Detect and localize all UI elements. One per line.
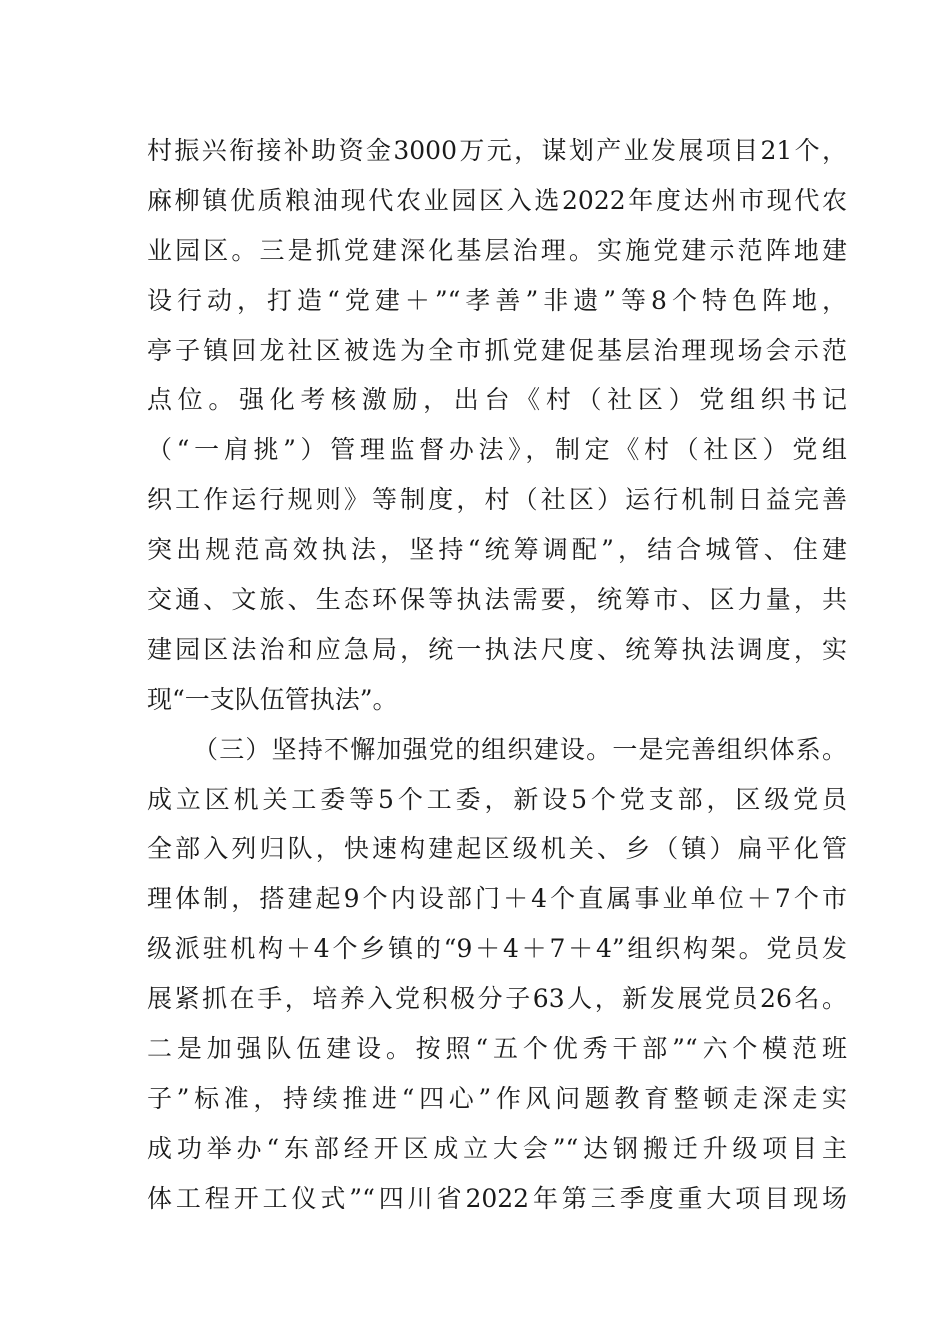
text-line: 子”标准，持续推进“四心”作风问题教育整顿走深走实 xyxy=(147,1083,847,1113)
text-line: 亭子镇回龙社区被选为全市抓党建促基层治理现场会示范 xyxy=(147,335,847,365)
section-heading-line: （三）坚持不懈加强党的组织建设。一是完善组织体系。 xyxy=(193,734,847,764)
text-line: 织工作运行规则》等制度，村（社区）运行机制日益完善 xyxy=(147,485,847,515)
body-text xyxy=(147,126,847,1224)
text-line: 交通、文旅、生态环保等执法需要，统筹市、区力量，共 xyxy=(147,585,847,615)
text-line: 展紧抓在手，培养入党积极分子63人，新发展党员26名。 xyxy=(147,984,847,1014)
text-line: 二是加强队伍建设。按照“五个优秀干部”“六个模范班 xyxy=(147,1034,847,1064)
text-line: 建园区法治和应急局，统一执法尺度、统筹执法调度，实 xyxy=(147,634,847,664)
text-line: 理体制，搭建起9个内设部门＋4个直属事业单位＋7个市 xyxy=(147,884,847,914)
text-line: 全部入列归队，快速构建起区级机关、乡（镇）扁平化管 xyxy=(147,834,847,864)
text-line: 成立区机关工委等5个工委，新设5个党支部，区级党员 xyxy=(147,784,847,814)
text-line: 突出规范高效执法，坚持“统筹调配”，结合城管、住建 xyxy=(147,535,847,565)
text-line: 体工程开工仪式”“四川省2022年第三季度重大项目现场 xyxy=(147,1183,847,1213)
text-line: 麻柳镇优质粮油现代农业园区入选2022年度达州市现代农 xyxy=(147,185,847,215)
text-line: 设行动，打造“党建＋”“孝善”非遗”等8个特色阵地， xyxy=(147,285,847,315)
text-line: 点位。强化考核激励，出台《村（社区）党组织书记 xyxy=(147,385,847,415)
text-line: 村振兴衔接补助资金3000万元，谋划产业发展项目21个， xyxy=(147,136,847,165)
text-line: 成功举办“东部经开区成立大会”“达钢搬迁升级项目主 xyxy=(147,1133,847,1163)
text-line: （“一肩挑”）管理监督办法》，制定《村（社区）党组 xyxy=(147,435,847,465)
text-line: 级派驻机构＋4个乡镇的“9＋4＋7＋4”组织构架。党员发 xyxy=(147,934,847,964)
text-line: 业园区。三是抓党建深化基层治理。实施党建示范阵地建 xyxy=(147,235,847,265)
text-line: 现“一支队伍管执法”。 xyxy=(147,684,398,714)
